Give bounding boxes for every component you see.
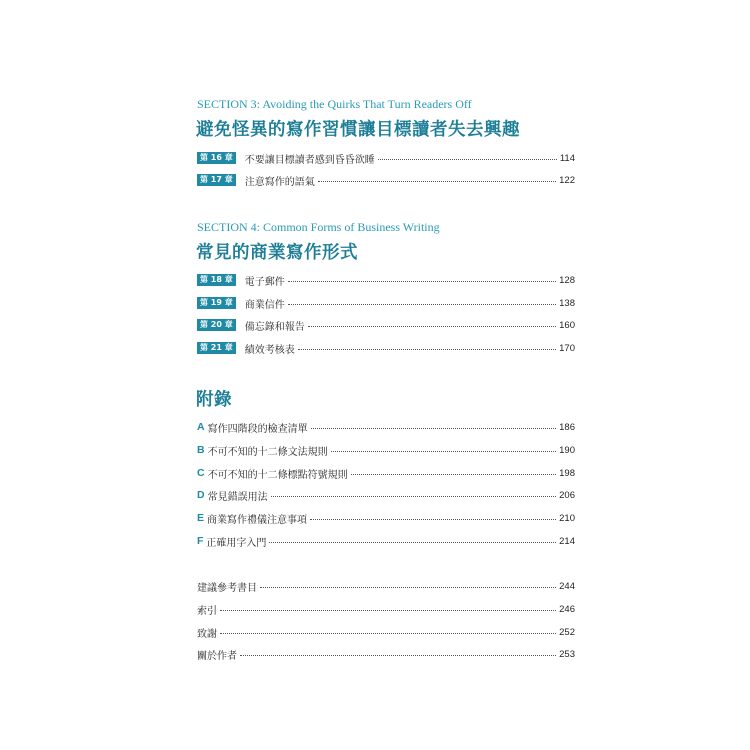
dot-leader	[351, 474, 557, 475]
toc-entry-ch17[interactable]	[197, 172, 575, 188]
toc-entry-ch20[interactable]	[197, 317, 575, 333]
page-number: 128	[559, 274, 575, 286]
entry-title: 建議參考書目	[197, 582, 257, 594]
page-number: 114	[559, 152, 575, 164]
dot-leader	[298, 349, 556, 350]
entry-title: 績效考核表	[244, 344, 295, 356]
page-number: 206	[559, 489, 575, 501]
section4-title: 常見的商業寫作形式	[196, 243, 358, 263]
dot-leader	[311, 428, 557, 429]
section4-label: SECTION 4: Common Forms of Business Writing	[197, 220, 440, 234]
dot-leader	[378, 159, 557, 160]
page-number: 160	[559, 319, 575, 331]
dot-leader	[310, 519, 556, 520]
page-number: 210	[559, 512, 575, 524]
toc-entry-ch21[interactable]	[197, 340, 575, 356]
entry-title: 致謝	[197, 628, 217, 640]
entry-title: 不要讓目標讀者感到昏昏欲睡	[244, 154, 375, 166]
toc-entry-ch16[interactable]	[197, 150, 575, 166]
entry-title: 索引	[197, 605, 217, 617]
page-number: 122	[559, 174, 575, 186]
dot-leader	[220, 610, 556, 611]
page-number: 214	[559, 535, 575, 547]
page-number: 198	[559, 467, 575, 479]
dot-leader	[220, 633, 556, 634]
toc-entry-ch19[interactable]	[197, 295, 575, 311]
toc-entry-appendix-e[interactable]	[197, 510, 575, 526]
entry-title: 正確用字入門	[206, 537, 267, 549]
section3-title: 避免怪異的寫作習慣讓目標讀者失去興趣	[196, 120, 520, 140]
entry-title: 關於作者	[197, 650, 237, 662]
appendix-letter: F	[197, 535, 204, 547]
appendix-letter: E	[197, 512, 205, 524]
chapter-badge: 第 20 章	[197, 319, 236, 331]
entry-title: 寫作四階段的檢查清單	[207, 423, 308, 435]
dot-leader	[288, 304, 556, 305]
toc-entry-appendix-d[interactable]	[197, 487, 575, 503]
appendix-letter: D	[197, 489, 205, 501]
entry-title: 注意寫作的語氣	[244, 176, 315, 188]
entry-title: 不可不知的十二條標點符號規則	[207, 469, 348, 481]
toc-entry-ch18[interactable]	[197, 272, 575, 288]
toc-entry-bibliography[interactable]	[197, 578, 575, 594]
chapter-badge: 第 16 章	[197, 152, 236, 164]
page-number: 190	[559, 444, 575, 456]
chapter-badge: 第 17 章	[197, 174, 236, 186]
entry-title: 不可不知的十二條文法規則	[207, 446, 328, 458]
entry-title: 常見錯誤用法	[207, 491, 268, 503]
chapter-badge: 第 21 章	[197, 342, 236, 354]
section3-label: SECTION 3: Avoiding the Quirks That Turn Readers Off	[197, 97, 472, 111]
dot-leader	[288, 281, 556, 282]
entry-title: 電子郵件	[244, 276, 285, 288]
toc-entry-acknowledgments[interactable]	[197, 624, 575, 640]
appendix-letter: A	[197, 421, 205, 433]
appendix-letter: C	[197, 467, 205, 479]
dot-leader	[308, 326, 556, 327]
page-number: 170	[559, 342, 575, 354]
page-number: 244	[559, 580, 575, 592]
toc-entry-appendix-c[interactable]	[197, 465, 575, 481]
dot-leader	[240, 655, 556, 656]
dot-leader	[271, 496, 557, 497]
page-number: 186	[559, 421, 575, 433]
page-number: 246	[559, 603, 575, 615]
dot-leader	[318, 181, 556, 182]
dot-leader	[260, 587, 556, 588]
chapter-badge: 第 19 章	[197, 297, 236, 309]
entry-title: 商業信件	[244, 299, 285, 311]
page-number: 138	[559, 297, 575, 309]
entry-title: 備忘錄和報告	[244, 321, 305, 333]
chapter-badge: 第 18 章	[197, 274, 236, 286]
toc-entry-about-author[interactable]	[197, 646, 575, 662]
entry-title: 商業寫作禮儀注意事項	[207, 514, 308, 526]
appendix-title: 附錄	[196, 390, 232, 410]
dot-leader	[331, 451, 557, 452]
toc-entry-index[interactable]	[197, 601, 575, 617]
page-number: 252	[559, 626, 575, 638]
toc-entry-appendix-b[interactable]	[197, 442, 575, 458]
appendix-letter: B	[197, 444, 205, 456]
toc-entry-appendix-a[interactable]	[197, 419, 575, 435]
page-number: 253	[559, 648, 575, 660]
dot-leader	[269, 542, 556, 543]
toc-entry-appendix-f[interactable]	[197, 533, 575, 549]
